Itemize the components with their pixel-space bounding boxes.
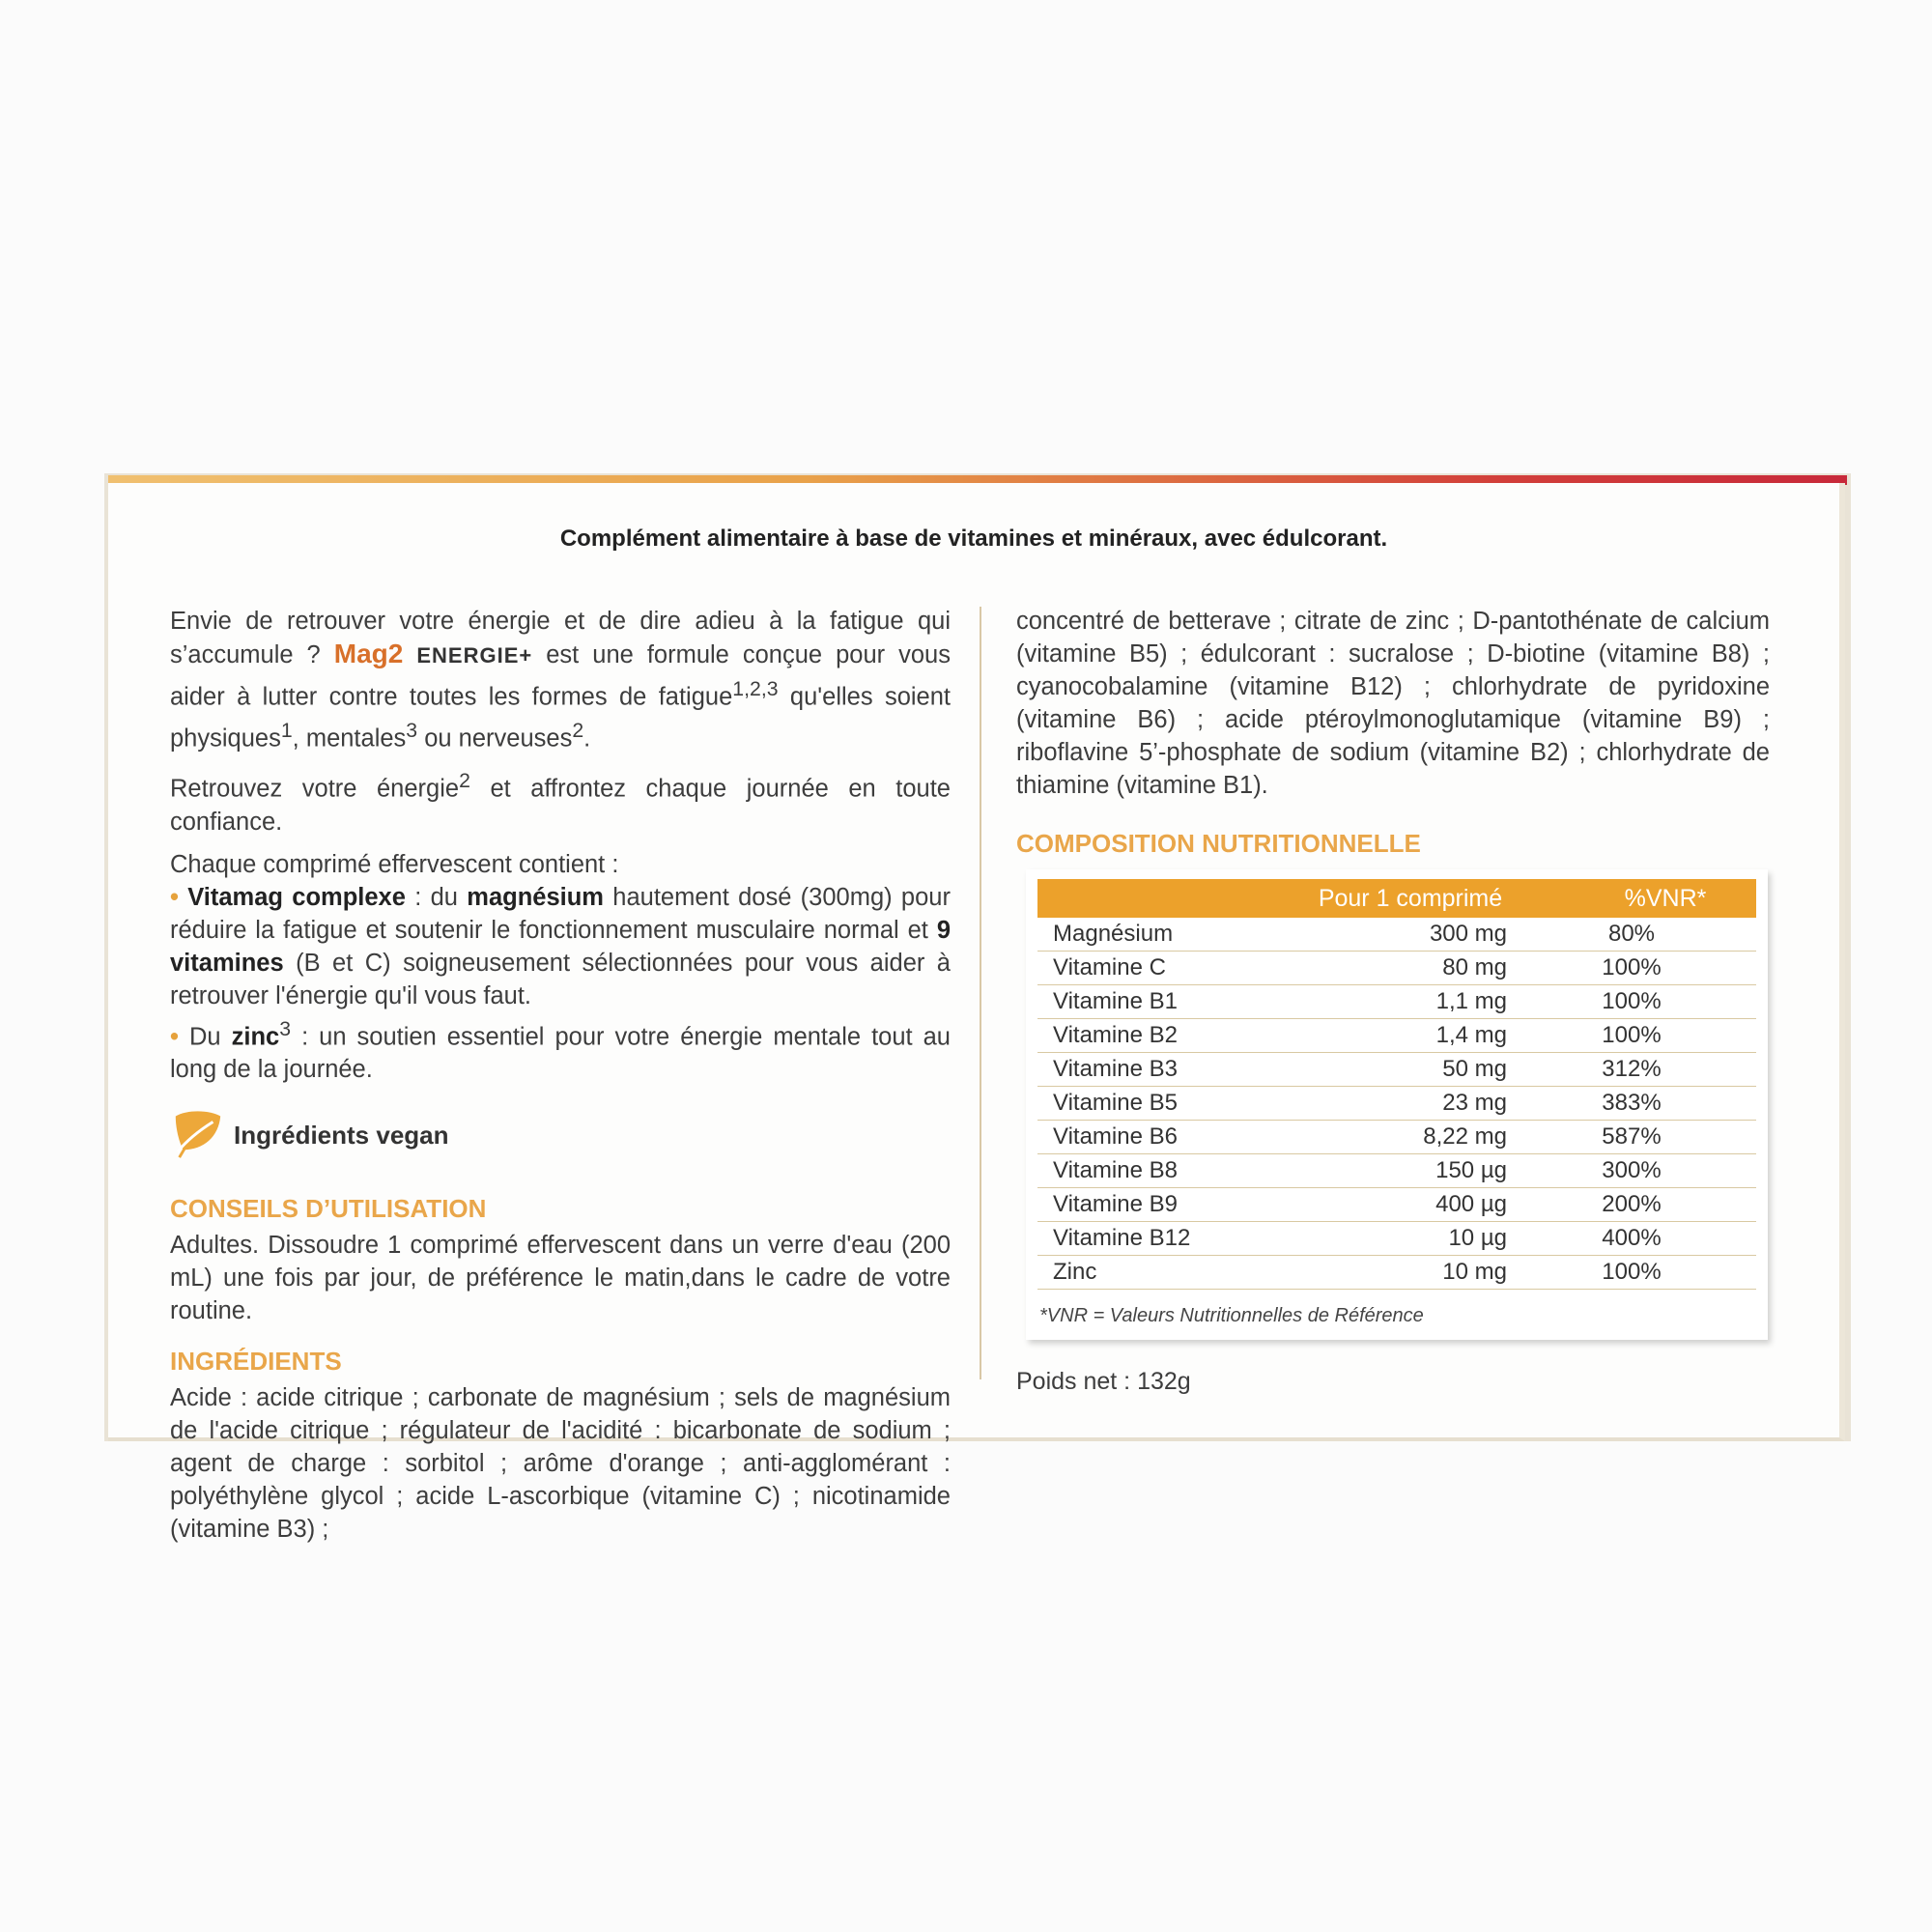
cell-name: Vitamine B5 bbox=[1037, 1087, 1246, 1121]
table-row bbox=[1037, 1222, 1756, 1256]
cell-vnr: 587% bbox=[1575, 1121, 1756, 1154]
vnr-note: *VNR = Valeurs Nutritionnelles de Référence bbox=[1039, 1305, 1424, 1326]
product-description: Complément alimentaire à base de vitamines et minéraux, avec édulcorant. bbox=[559, 526, 1388, 552]
cell-vnr: 100% bbox=[1575, 1256, 1756, 1290]
ingredients-text-right: concentré de betterave ; citrate de zinc ; D-pantothénate de calcium (vitamine B5) ; édulcorant : sucralose ; D-biotine (vitamine B8) ; cyanocobalamine (vitamine B12) ; chlorhydrate de pyridoxine (vitamine B6) ; acide ptéroylmonoglutamique (vitamine B9) ; riboflavine 5’-phosphate de sodium (vitamine B2) ; chlorhydrate de thiamine (vitamine B1). bbox=[1016, 608, 1770, 799]
cell-amount: 80 mg bbox=[1246, 952, 1575, 985]
table-row bbox=[1037, 952, 1756, 985]
table-row bbox=[1037, 1053, 1756, 1087]
conseils-section bbox=[170, 1192, 951, 1327]
nutrition-section bbox=[1016, 827, 1770, 1340]
net-weight: Poids net : 132g bbox=[1016, 1368, 1191, 1395]
conseils-title: CONSEILS D’UTILISATION bbox=[170, 1194, 487, 1223]
cell-name: Vitamine B3 bbox=[1037, 1053, 1246, 1087]
brand-name: Mag2 bbox=[333, 639, 404, 668]
right-column bbox=[1016, 605, 1770, 1398]
bullet-dot: • bbox=[170, 1023, 179, 1050]
cell-vnr: 100% bbox=[1575, 952, 1756, 985]
cell-amount: 10 mg bbox=[1246, 1256, 1575, 1290]
cell-vnr: 100% bbox=[1575, 985, 1756, 1019]
conseils-text: Adultes. Dissoudre 1 comprimé effervescent dans un verre d'eau (200 mL) une fois par jour, de préférence le matin,dans le cadre de votre routine. bbox=[170, 1232, 951, 1324]
cell-name: Vitamine C bbox=[1037, 952, 1246, 985]
cell-amount: 1,1 mg bbox=[1246, 985, 1575, 1019]
ingredients-text-left: Acide : acide citrique ; carbonate de magnésium ; sels de magnésium de l'acide citrique ; régulateur de l'acidité : bicarbonate de sodium ; agent de charge : sorbitol ; arôme d'orange ; anti-agglomérant : polyéthylène glycol ; acide L-ascorbique (vitamine C) ; nicotinamide (vitamine B3) ; bbox=[170, 1384, 951, 1543]
cell-vnr: 80% bbox=[1575, 918, 1756, 952]
product-box-back bbox=[108, 483, 1845, 1543]
cell-vnr: 200% bbox=[1575, 1188, 1756, 1222]
cell-amount: 150 µg bbox=[1246, 1154, 1575, 1188]
column-divider bbox=[980, 607, 981, 1379]
cell-name: Vitamine B9 bbox=[1037, 1188, 1246, 1222]
header-amount: Pour 1 comprimé bbox=[1246, 879, 1575, 918]
contains-paragraph: Chaque comprimé effervescent contient : • Vitamag complexe : du magnésium hautement dosé (300mg) pour réduire la fatigue et soutenir le fonctionnement musculaire normal et 9 vitamines (B et C) soigneusement sélectionnées pour vous aider à retrouver l'énergie qu'il vous faut. • Du zinc$^3$ : un soutien essentiel pour votre énergie mentale tout au long de la journée. bbox=[170, 850, 951, 1083]
cell-amount: 1,4 mg bbox=[1246, 1019, 1575, 1053]
header-vnr: %VNR* bbox=[1575, 879, 1756, 918]
brand-suffix: ENERGIE+ bbox=[416, 643, 533, 668]
cell-name: Vitamine B8 bbox=[1037, 1154, 1246, 1188]
left-column bbox=[170, 605, 951, 1563]
cell-name: Vitamine B6 bbox=[1037, 1121, 1246, 1154]
table-header-row bbox=[1037, 879, 1756, 918]
cell-vnr: 300% bbox=[1575, 1154, 1756, 1188]
table-row bbox=[1037, 1121, 1756, 1154]
cell-name: Vitamine B2 bbox=[1037, 1019, 1246, 1053]
leaf-icon bbox=[170, 1103, 226, 1167]
cell-amount: 300 mg bbox=[1246, 918, 1575, 952]
nutrition-table bbox=[1037, 879, 1756, 1290]
cell-amount: 23 mg bbox=[1246, 1087, 1575, 1121]
table-row bbox=[1037, 985, 1756, 1019]
vegan-label: Ingrédients vegan bbox=[234, 1121, 449, 1150]
cell-amount: 10 µg bbox=[1246, 1222, 1575, 1256]
header-name bbox=[1037, 879, 1246, 918]
cell-name: Vitamine B1 bbox=[1037, 985, 1246, 1019]
table-row bbox=[1037, 1188, 1756, 1222]
cell-vnr: 312% bbox=[1575, 1053, 1756, 1087]
ingredients-section bbox=[170, 1345, 951, 1546]
cell-name: Zinc bbox=[1037, 1256, 1246, 1290]
table-row bbox=[1037, 1019, 1756, 1053]
nutrition-title: COMPOSITION NUTRITIONNELLE bbox=[1016, 829, 1421, 858]
table-row bbox=[1037, 918, 1756, 952]
cell-amount: 400 µg bbox=[1246, 1188, 1575, 1222]
cell-amount: 8,22 mg bbox=[1246, 1121, 1575, 1154]
cell-vnr: 383% bbox=[1575, 1087, 1756, 1121]
nutrition-card bbox=[1026, 869, 1768, 1340]
cell-amount: 50 mg bbox=[1246, 1053, 1575, 1087]
table-row bbox=[1037, 1154, 1756, 1188]
vegan-badge bbox=[170, 1103, 951, 1167]
cell-name: Magnésium bbox=[1037, 918, 1246, 952]
table-row bbox=[1037, 1087, 1756, 1121]
cell-name: Vitamine B12 bbox=[1037, 1222, 1246, 1256]
bullet-dot: • bbox=[170, 883, 179, 911]
table-row bbox=[1037, 1256, 1756, 1290]
energy-paragraph: Retrouvez votre énergie$^2$ et affrontez chaque journée en toute confiance. bbox=[170, 769, 951, 836]
cell-vnr: 100% bbox=[1575, 1019, 1756, 1053]
cell-vnr: 400% bbox=[1575, 1222, 1756, 1256]
intro-paragraph: Envie de retrouver votre énergie et de dire adieu à la fatigue qui s’accumule ? Mag2 ENERGIE+ est une formule conçue pour vous aider à lutter contre toutes les formes de fatigue$^{1,2,3}$ qu'elles soient physiques$^1$, mentales$^3$ ou nerveuses$^2$. bbox=[170, 608, 952, 752]
ingredients-title: INGRÉDIENTS bbox=[170, 1347, 342, 1376]
